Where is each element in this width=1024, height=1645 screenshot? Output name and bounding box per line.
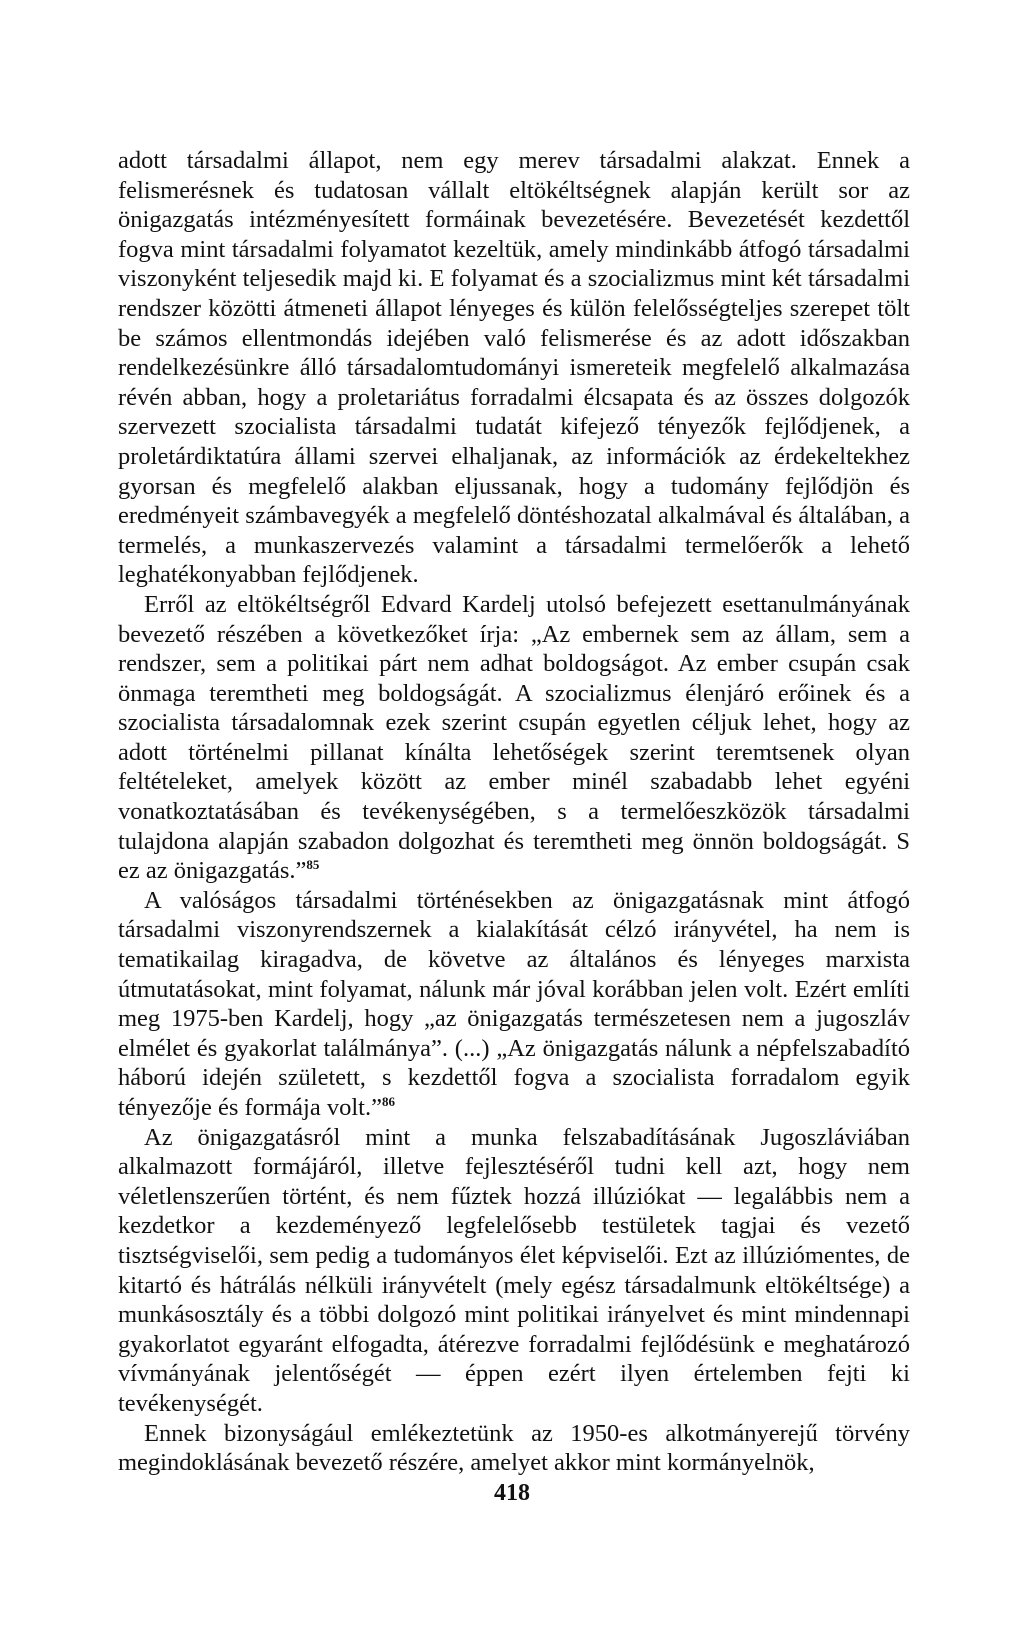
paragraph-2 — [118, 590, 910, 886]
body-text — [118, 146, 910, 1478]
paragraph-5-text: Ennek bizonyságául emlékeztetünk az 1950-es alkotmányerejű törvény megindoklásának bevezető részére, amelyet akkor mint kormányelnök, — [118, 1419, 910, 1477]
paragraph-4-text: Az önigazgatásról mint a munka felszabadításának Jugoszláviában alkalmazott formájáról, illetve fejlesztéséről tudni kell azt, hogy nem véletlenszerűen történt, és nem fűztek hozzá illúziókat — legalábbis nem a kezdetkor a kezdeményező legfelelősebb testületek tagjai és vezető tisztségviselői, sem pedig a tudományos élet képviselői. Ezt az illúziómentes, de kitartó és hátrálás nélküli irányvételt (mely egész társadalmunk eltökéltsége) a munkásosztály és a többi dolgozó mint politikai irányelvet és mint mindennapi gyakorlatot egyaránt elfogadta, átérezve forradalmi fejlődésünk e meghatározó vívmányának jelentőségét — éppen ezért ilyen értelemben fejti ki tevékenységét. — [118, 1123, 910, 1417]
paragraph-4 — [118, 1123, 910, 1419]
paragraph-3 — [118, 886, 910, 1123]
footnote-marker-85: 85 — [306, 857, 320, 873]
page-number: 418 — [494, 1480, 530, 1506]
paragraph-2-text: Erről az eltökéltségről Edvard Kardelj utolsó befejezett esettanulmányának bevezető részében a következőket írja: „Az embernek sem az állam, sem a rendszer, sem a politikai párt nem adhat boldogságot. Az ember csupán csak önmaga teremtheti meg boldogságát. A szocializmus élenjáró erőinek és a szocialista társadalomnak ezek szerint csupán egyetlen céljuk lehet, hogy az adott történelmi pillanat kínálta lehetőségek szerint teremtsenek olyan feltételeket, amelyek között az ember minél szabadabb lehet egyéni vonatkoztatásában és tevékenységében, s a termelőeszközök társadalmi tulajdona alapján szabadon dolgozhat és teremtheti meg önnön boldogságát. S ez az önigazgatás.” — [118, 590, 910, 885]
paragraph-1-text: adott társadalmi állapot, nem egy merev társadalmi alakzat. Ennek a felismerésnek és tudatosan vállalt eltökéltségnek alapján került sor az önigazgatás intézményesített formáinak bevezetésére. Bevezetését kezdettől fogva mint társadalmi folyamatot kezeltük, amely mindinkább átfogó társadalmi viszonyként teljesedik majd ki. E folyamat és a szocializmus mint két társadalmi rendszer közötti átmeneti állapot lényeges és külön felelősségteljes szerepet tölt be számos ellentmondás idejében való felismerése és az adott időszakban rendelkezésünkre álló társadalomtudományi ismereteik megfelelő alkalmazása révén abban, hogy a proletariátus forradalmi élcsapata és az összes dolgozók szervezett szocialista társadalmi tudatát kifejező tényezők fejlődjenek, a proletárdiktatúra állami szervei elhaljanak, az információk az érdekeltekhez gyorsan és megfelelő alakban eljussanak, hogy a tudomány fejlődjön és eredményeit számbavegyék a megfelelő döntéshozatal alkalmával és általában, a termelés, a munkaszervezés valamint a társadalmi termelőerők a lehető leghatékonyabban fejlődjenek. — [118, 147, 910, 589]
paragraph-3-text: A valóságos társadalmi történésekben az önigazgatásnak mint átfogó társadalmi viszonyrendszernek a kialakítását célzó irányvétel, ha nem is tematikailag kiragadva, de követve az általános és lényeges marxista útmutatásokat, mint folyamat, nálunk már jóval korábban jelen volt. Ezért említi meg 1975-ben Kardelj, hogy „az önigazgatás természetesen nem a jugoszláv elmélet és gyakorlat találmánya”. (...) „Az önigazgatás nálunk a népfelszabadító háború idején született, s kezdettől fogva a szocialista forradalom egyik tényezője és formája volt.” — [118, 886, 910, 1121]
paragraph-5 — [118, 1419, 910, 1478]
paragraph-1 — [118, 146, 910, 590]
footnote-marker-86: 86 — [381, 1093, 395, 1109]
